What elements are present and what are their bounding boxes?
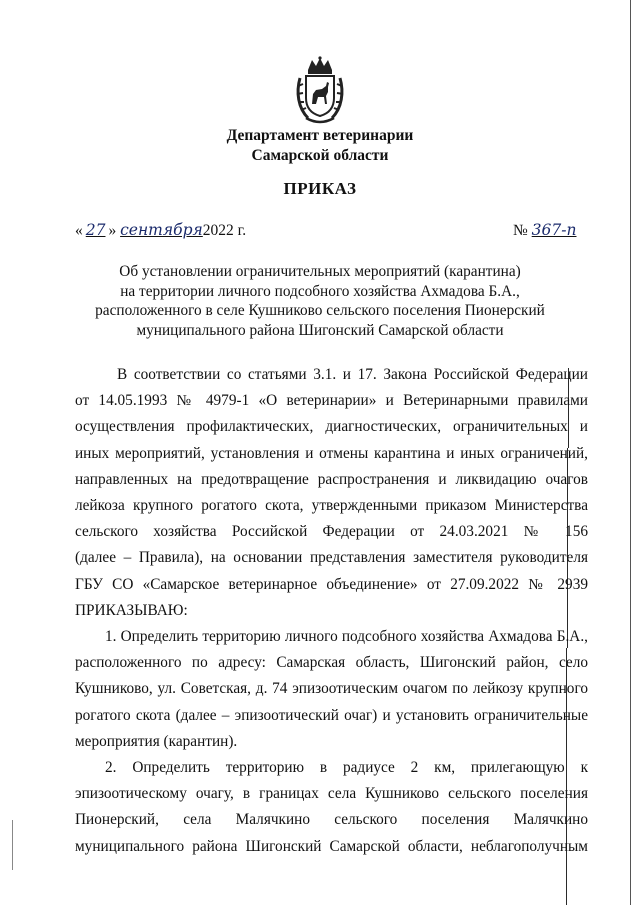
handwritten-month: сентября [120, 221, 203, 239]
date-quote-open: « [75, 222, 83, 239]
text-line: лейкоза крупного рогатого скота, утвержденными приказом Министерства [75, 497, 588, 515]
order-item-2 [75, 755, 588, 860]
subject-line: Об установлении ограничительных мероприятий (карантина) [119, 263, 521, 280]
order-number [513, 221, 576, 240]
text-line: 1. Определить территорию личного подсобного хозяйства Ахмадова Б.А., [105, 628, 588, 645]
order-keyword: ПРИКАЗЫВАЮ: [75, 601, 188, 619]
text-line: эпизоотическому очагу, в границах села Кушниково сельского поселения [75, 785, 588, 803]
text-line: Кушниково, ул. Советская, д. 74 эпизоотическим очагом по лейкозу крупного [75, 680, 588, 698]
samara-coat-of-arms-icon [294, 56, 346, 126]
text-line: В соответствии со статьями 3.1. и 17. Закона Российской Федерации [117, 366, 588, 383]
number-prefix: № [513, 222, 528, 239]
text-line: рогатого скота (далее – эпизоотический очаг) и установить ограничительные [75, 706, 588, 724]
text-line: (далее – Правила), на основании представления заместителя руководителя [75, 549, 588, 567]
subject-line: на территории личного подсобного хозяйства Ахмадова Б.А., [120, 282, 520, 300]
text-line: Пионерский, села Малячкино сельского поселения Малячкино [75, 811, 588, 829]
scan-artifact-line [12, 820, 13, 870]
order-date [75, 221, 246, 240]
text-line: расположенного по адресу: Самарская область, Шигонский район, село [75, 654, 588, 672]
department-line-1: Департамент ветеринарии [226, 127, 414, 144]
text-line: муниципального района Шигонский Самарской области, неблагополучным [75, 837, 588, 855]
subject-line: муниципального района Шигонский Самарской области [136, 321, 504, 339]
date-quote-close: » [108, 222, 117, 239]
date-year: 2022 г. [202, 222, 247, 239]
document-title: ПРИКАЗ [283, 179, 357, 198]
text-line: сельского хозяйства Российской Федерации от 24.03.2021 № 156 [75, 523, 588, 541]
order-subject [60, 262, 580, 340]
handwritten-number: 367-п [531, 221, 577, 239]
text-line: 2. Определить территорию в радиусе 2 км, прилегающую к [105, 759, 588, 776]
text-line: осуществления профилактических, диагностических, ограничительных и [75, 418, 588, 436]
subject-line: расположенного в селе Кушниково сельского поселения Пионерский [95, 302, 545, 319]
text-line: направленных на предотвращение распространения и ликвидацию очагов [75, 470, 588, 488]
text-line: иных мероприятий, установления и отмены карантина и иных ограничений, [75, 444, 588, 462]
order-item-1 [75, 624, 588, 755]
text-line: от 14.05.1993 № 4979-1 «О ветеринарии» и Ветеринарными правилами [75, 392, 588, 410]
text-line: мероприятия (карантин). [75, 732, 238, 750]
handwritten-day: 27 [85, 221, 106, 239]
text-line: ГБУ СО «Самарское ветеринарное объединение» от 27.09.2022 № 2939 [75, 575, 588, 593]
department-name [0, 126, 640, 166]
preamble-paragraph [75, 362, 588, 624]
department-line-2: Самарской области [251, 147, 389, 164]
